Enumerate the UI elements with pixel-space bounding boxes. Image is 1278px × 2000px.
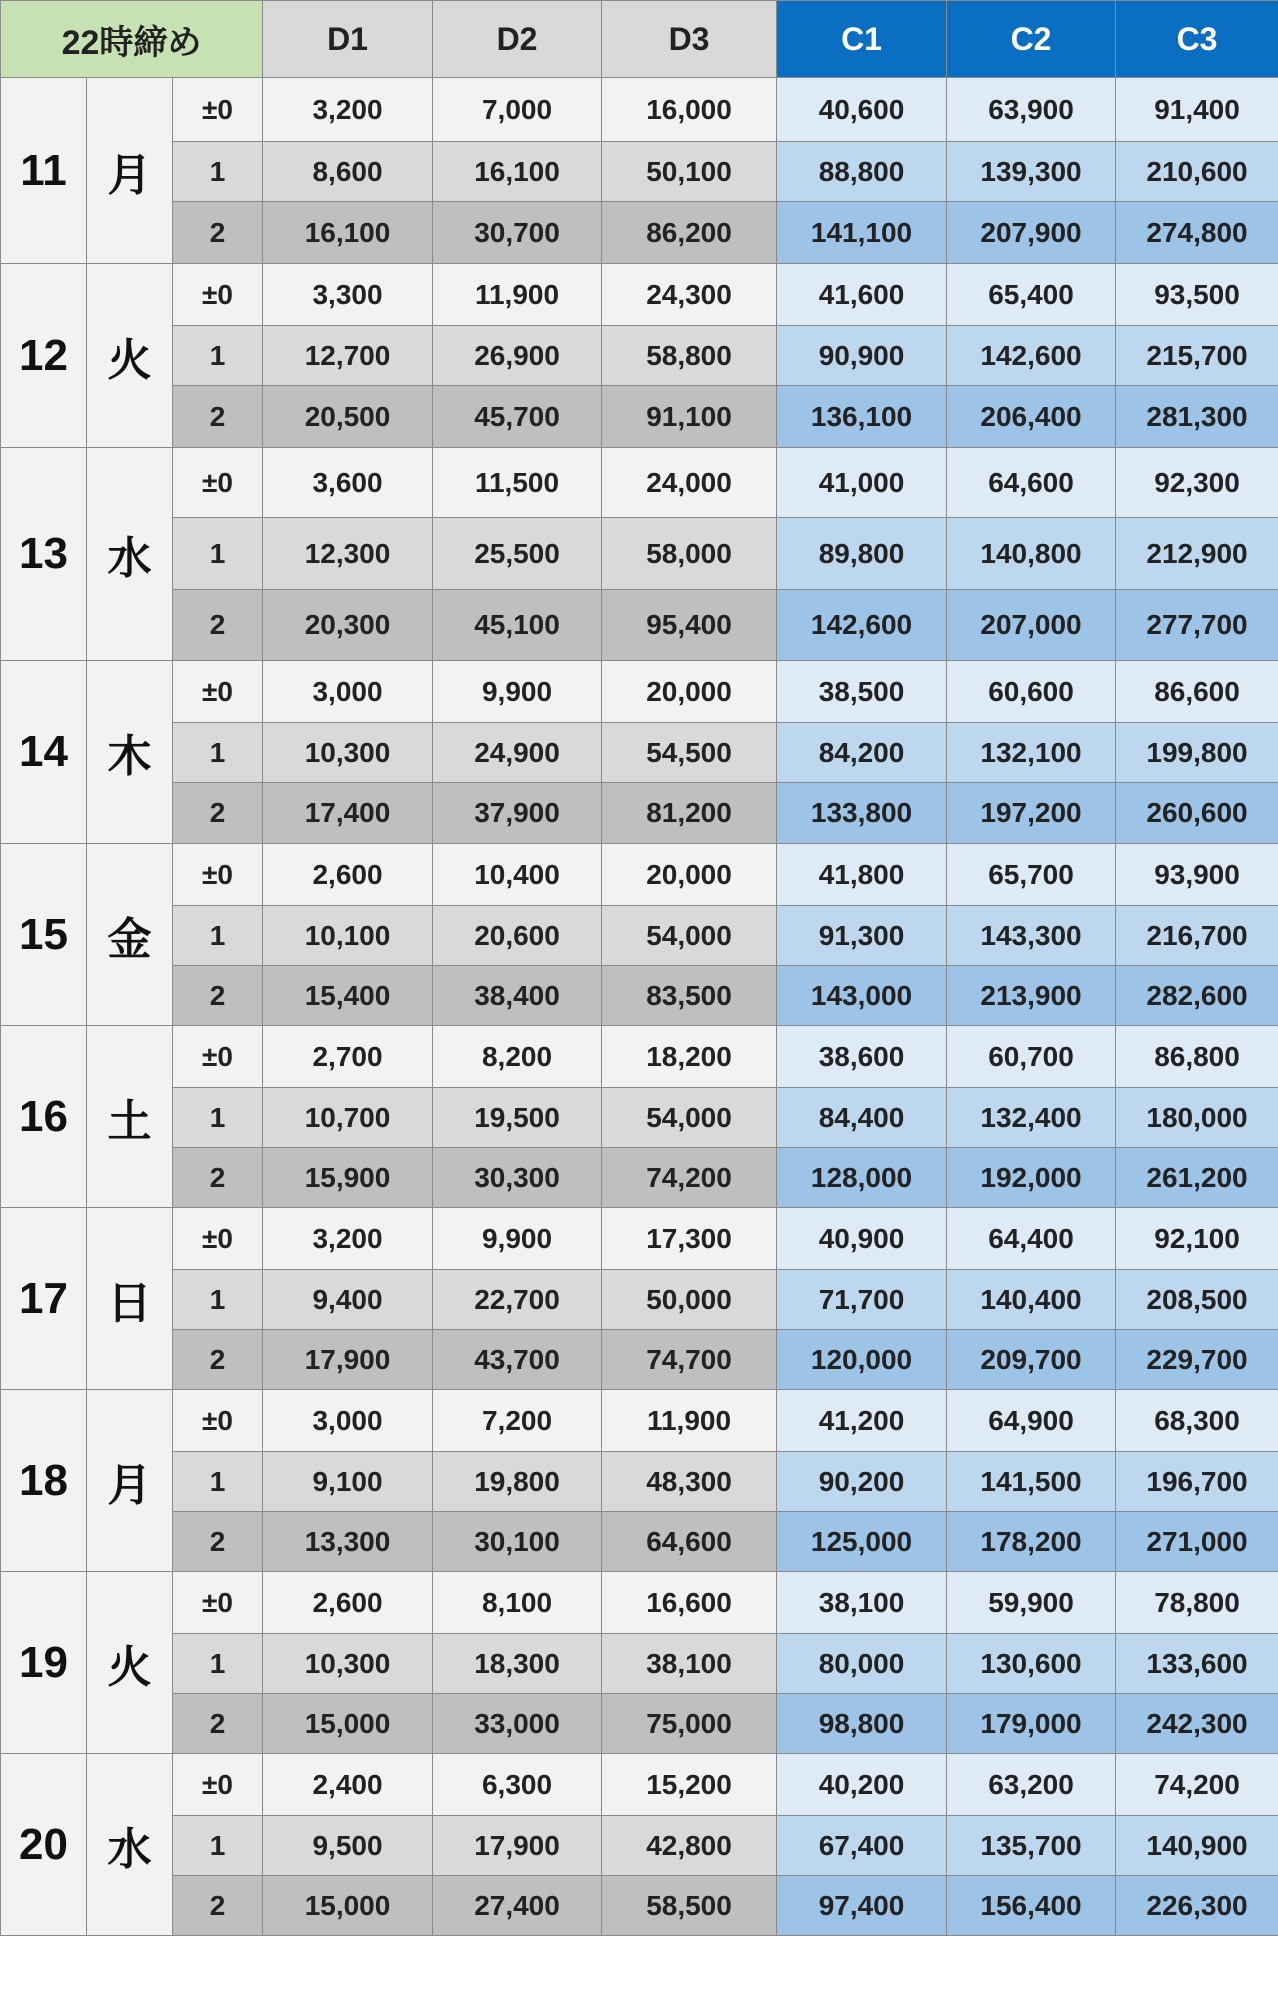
c1-value-cell: 41,200 — [777, 1390, 947, 1452]
c3-value-cell: 212,900 — [1116, 518, 1278, 590]
c1-value-cell: 91,300 — [777, 906, 947, 966]
c3-value-cell: 93,900 — [1116, 844, 1278, 906]
d1-value-cell: 9,100 — [263, 1452, 433, 1512]
d3-value-cell: 17,300 — [602, 1208, 777, 1270]
d3-value-cell: 95,400 — [602, 590, 777, 661]
d2-value-cell: 7,000 — [433, 78, 602, 142]
c1-value-cell: 136,100 — [777, 386, 947, 448]
c2-value-cell: 135,700 — [947, 1816, 1116, 1876]
c2-value-cell: 59,900 — [947, 1572, 1116, 1634]
table-row — [1, 78, 1278, 142]
level-cell: ±0 — [173, 661, 263, 723]
d3-value-cell: 58,500 — [602, 1876, 777, 1936]
d1-value-cell: 17,400 — [263, 783, 433, 844]
c1-value-cell: 128,000 — [777, 1148, 947, 1208]
d1-value-cell: 3,000 — [263, 661, 433, 723]
d1-value-cell: 20,300 — [263, 590, 433, 661]
d2-value-cell: 8,200 — [433, 1026, 602, 1088]
level-cell: 1 — [173, 1270, 263, 1330]
table-row — [1, 590, 1278, 661]
d3-value-cell: 54,000 — [602, 1088, 777, 1148]
c1-value-cell: 38,600 — [777, 1026, 947, 1088]
level-cell: ±0 — [173, 448, 263, 518]
c3-value-cell: 92,100 — [1116, 1208, 1278, 1270]
date-cell: 17 — [1, 1208, 87, 1390]
table-row — [1, 1512, 1278, 1572]
c3-value-cell: 271,000 — [1116, 1512, 1278, 1572]
d2-value-cell: 8,100 — [433, 1572, 602, 1634]
d1-value-cell: 15,900 — [263, 1148, 433, 1208]
c1-value-cell: 38,100 — [777, 1572, 947, 1634]
level-cell: ±0 — [173, 1572, 263, 1634]
level-cell: 1 — [173, 723, 263, 783]
c2-value-cell: 60,700 — [947, 1026, 1116, 1088]
d2-value-cell: 11,900 — [433, 264, 602, 326]
d3-value-cell: 50,000 — [602, 1270, 777, 1330]
d3-value-cell: 24,300 — [602, 264, 777, 326]
c3-value-cell: 68,300 — [1116, 1390, 1278, 1452]
d2-value-cell: 19,500 — [433, 1088, 602, 1148]
c2-value-cell: 206,400 — [947, 386, 1116, 448]
table-row — [1, 326, 1278, 386]
level-cell: 2 — [173, 1694, 263, 1754]
date-cell: 18 — [1, 1390, 87, 1572]
c2-value-cell: 65,700 — [947, 844, 1116, 906]
date-cell: 19 — [1, 1572, 87, 1754]
c1-value-cell: 41,600 — [777, 264, 947, 326]
level-cell: 2 — [173, 590, 263, 661]
c1-value-cell: 84,400 — [777, 1088, 947, 1148]
d2-value-cell: 9,900 — [433, 661, 602, 723]
column-header-c2: C2 — [947, 1, 1116, 78]
c2-value-cell: 132,100 — [947, 723, 1116, 783]
c2-value-cell: 207,900 — [947, 202, 1116, 264]
level-cell: 1 — [173, 906, 263, 966]
d2-value-cell: 7,200 — [433, 1390, 602, 1452]
d3-value-cell: 86,200 — [602, 202, 777, 264]
d1-value-cell: 3,600 — [263, 448, 433, 518]
table-row — [1, 518, 1278, 590]
table-row — [1, 844, 1278, 906]
table-row — [1, 202, 1278, 264]
d1-value-cell: 8,600 — [263, 142, 433, 202]
column-header-d1: D1 — [263, 1, 433, 78]
d1-value-cell: 3,300 — [263, 264, 433, 326]
d3-value-cell: 50,100 — [602, 142, 777, 202]
weekday-cell: 月 — [87, 1390, 173, 1572]
d1-value-cell: 2,400 — [263, 1754, 433, 1816]
table-row — [1, 966, 1278, 1026]
d3-value-cell: 20,000 — [602, 844, 777, 906]
c3-value-cell: 215,700 — [1116, 326, 1278, 386]
d1-value-cell: 10,100 — [263, 906, 433, 966]
d2-value-cell: 24,900 — [433, 723, 602, 783]
table-row — [1, 1390, 1278, 1452]
d2-value-cell: 30,700 — [433, 202, 602, 264]
c1-value-cell: 142,600 — [777, 590, 947, 661]
level-cell: ±0 — [173, 1208, 263, 1270]
c1-value-cell: 141,100 — [777, 202, 947, 264]
d3-value-cell: 11,900 — [602, 1390, 777, 1452]
table-row — [1, 264, 1278, 326]
c1-value-cell: 84,200 — [777, 723, 947, 783]
d2-value-cell: 22,700 — [433, 1270, 602, 1330]
c1-value-cell: 67,400 — [777, 1816, 947, 1876]
c2-value-cell: 209,700 — [947, 1330, 1116, 1390]
d1-value-cell: 10,300 — [263, 723, 433, 783]
d3-value-cell: 91,100 — [602, 386, 777, 448]
c3-value-cell: 216,700 — [1116, 906, 1278, 966]
level-cell: 2 — [173, 386, 263, 448]
c1-value-cell: 97,400 — [777, 1876, 947, 1936]
c3-value-cell: 199,800 — [1116, 723, 1278, 783]
c3-value-cell: 226,300 — [1116, 1876, 1278, 1936]
weekday-cell: 火 — [87, 1572, 173, 1754]
c2-value-cell: 156,400 — [947, 1876, 1116, 1936]
table-row — [1, 1816, 1278, 1876]
c3-value-cell: 281,300 — [1116, 386, 1278, 448]
date-cell: 16 — [1, 1026, 87, 1208]
d1-value-cell: 2,700 — [263, 1026, 433, 1088]
c2-value-cell: 213,900 — [947, 966, 1116, 1026]
c3-value-cell: 260,600 — [1116, 783, 1278, 844]
level-cell: 1 — [173, 326, 263, 386]
c1-value-cell: 41,800 — [777, 844, 947, 906]
table-row — [1, 386, 1278, 448]
level-cell: 2 — [173, 1330, 263, 1390]
d3-value-cell: 54,000 — [602, 906, 777, 966]
weekday-cell: 水 — [87, 1754, 173, 1936]
c2-value-cell: 132,400 — [947, 1088, 1116, 1148]
d1-value-cell: 10,700 — [263, 1088, 433, 1148]
level-cell: ±0 — [173, 1754, 263, 1816]
c2-value-cell: 130,600 — [947, 1634, 1116, 1694]
weekday-cell: 金 — [87, 844, 173, 1026]
c3-value-cell: 74,200 — [1116, 1754, 1278, 1816]
level-cell: 1 — [173, 1634, 263, 1694]
weekday-cell: 日 — [87, 1208, 173, 1390]
column-header-d3: D3 — [602, 1, 777, 78]
c1-value-cell: 120,000 — [777, 1330, 947, 1390]
c2-value-cell: 197,200 — [947, 783, 1116, 844]
d2-value-cell: 45,700 — [433, 386, 602, 448]
table-row — [1, 1148, 1278, 1208]
level-cell: 2 — [173, 966, 263, 1026]
c1-value-cell: 71,700 — [777, 1270, 947, 1330]
c1-value-cell: 88,800 — [777, 142, 947, 202]
c2-value-cell: 63,200 — [947, 1754, 1116, 1816]
level-cell: 1 — [173, 1816, 263, 1876]
d3-value-cell: 64,600 — [602, 1512, 777, 1572]
d2-value-cell: 19,800 — [433, 1452, 602, 1512]
c2-value-cell: 64,400 — [947, 1208, 1116, 1270]
c3-value-cell: 274,800 — [1116, 202, 1278, 264]
c2-value-cell: 63,900 — [947, 78, 1116, 142]
level-cell: 2 — [173, 783, 263, 844]
c1-value-cell: 38,500 — [777, 661, 947, 723]
column-header-d2: D2 — [433, 1, 602, 78]
date-cell: 20 — [1, 1754, 87, 1936]
c2-value-cell: 65,400 — [947, 264, 1116, 326]
weekday-cell: 土 — [87, 1026, 173, 1208]
c3-value-cell: 210,600 — [1116, 142, 1278, 202]
table-row — [1, 906, 1278, 966]
level-cell: 1 — [173, 142, 263, 202]
c3-value-cell: 91,400 — [1116, 78, 1278, 142]
c1-value-cell: 80,000 — [777, 1634, 947, 1694]
d1-value-cell: 12,300 — [263, 518, 433, 590]
weekday-cell: 木 — [87, 661, 173, 844]
d3-value-cell: 38,100 — [602, 1634, 777, 1694]
c1-value-cell: 40,600 — [777, 78, 947, 142]
level-cell: 1 — [173, 518, 263, 590]
d1-value-cell: 3,200 — [263, 78, 433, 142]
d1-value-cell: 13,300 — [263, 1512, 433, 1572]
d2-value-cell: 38,400 — [433, 966, 602, 1026]
d1-value-cell: 3,200 — [263, 1208, 433, 1270]
c1-value-cell: 133,800 — [777, 783, 947, 844]
d3-value-cell: 24,000 — [602, 448, 777, 518]
d1-value-cell: 15,400 — [263, 966, 433, 1026]
c2-value-cell: 140,400 — [947, 1270, 1116, 1330]
d2-value-cell: 45,100 — [433, 590, 602, 661]
level-cell: 2 — [173, 1876, 263, 1936]
c2-value-cell: 60,600 — [947, 661, 1116, 723]
d3-value-cell: 81,200 — [602, 783, 777, 844]
d2-value-cell: 25,500 — [433, 518, 602, 590]
d3-value-cell: 74,200 — [602, 1148, 777, 1208]
date-cell: 13 — [1, 448, 87, 661]
d1-value-cell: 9,500 — [263, 1816, 433, 1876]
c2-value-cell: 143,300 — [947, 906, 1116, 966]
d3-value-cell: 48,300 — [602, 1452, 777, 1512]
c2-value-cell: 179,000 — [947, 1694, 1116, 1754]
d1-value-cell: 17,900 — [263, 1330, 433, 1390]
table-row — [1, 1572, 1278, 1634]
weekday-cell: 水 — [87, 448, 173, 661]
level-cell: ±0 — [173, 264, 263, 326]
date-cell: 14 — [1, 661, 87, 844]
d3-value-cell: 15,200 — [602, 1754, 777, 1816]
c2-value-cell: 207,000 — [947, 590, 1116, 661]
d2-value-cell: 33,000 — [433, 1694, 602, 1754]
table-body — [1, 78, 1278, 1936]
date-cell: 12 — [1, 264, 87, 448]
table-row — [1, 448, 1278, 518]
c1-value-cell: 40,200 — [777, 1754, 947, 1816]
c3-value-cell: 140,900 — [1116, 1816, 1278, 1876]
level-cell: ±0 — [173, 1390, 263, 1452]
d2-value-cell: 30,300 — [433, 1148, 602, 1208]
d1-value-cell: 2,600 — [263, 844, 433, 906]
c1-value-cell: 40,900 — [777, 1208, 947, 1270]
c3-value-cell: 282,600 — [1116, 966, 1278, 1026]
d1-value-cell: 16,100 — [263, 202, 433, 264]
c1-value-cell: 125,000 — [777, 1512, 947, 1572]
table-row — [1, 1088, 1278, 1148]
column-header-c3: C3 — [1116, 1, 1278, 78]
table-row — [1, 1754, 1278, 1816]
d2-value-cell: 17,900 — [433, 1816, 602, 1876]
level-cell: 1 — [173, 1452, 263, 1512]
c3-value-cell: 229,700 — [1116, 1330, 1278, 1390]
d3-value-cell: 18,200 — [602, 1026, 777, 1088]
d2-value-cell: 43,700 — [433, 1330, 602, 1390]
c3-value-cell: 242,300 — [1116, 1694, 1278, 1754]
d1-value-cell: 3,000 — [263, 1390, 433, 1452]
c3-value-cell: 180,000 — [1116, 1088, 1278, 1148]
d1-value-cell: 2,600 — [263, 1572, 433, 1634]
column-header-c1: C1 — [777, 1, 947, 78]
d3-value-cell: 42,800 — [602, 1816, 777, 1876]
d3-value-cell: 54,500 — [602, 723, 777, 783]
c1-value-cell: 143,000 — [777, 966, 947, 1026]
d2-value-cell: 16,100 — [433, 142, 602, 202]
d3-value-cell: 58,000 — [602, 518, 777, 590]
d3-value-cell: 75,000 — [602, 1694, 777, 1754]
c2-value-cell: 192,000 — [947, 1148, 1116, 1208]
d2-value-cell: 10,400 — [433, 844, 602, 906]
table-row — [1, 783, 1278, 844]
c2-value-cell: 140,800 — [947, 518, 1116, 590]
c1-value-cell: 98,800 — [777, 1694, 947, 1754]
c3-value-cell: 277,700 — [1116, 590, 1278, 661]
c1-value-cell: 90,200 — [777, 1452, 947, 1512]
table-row — [1, 1208, 1278, 1270]
d3-value-cell: 16,000 — [602, 78, 777, 142]
d2-value-cell: 6,300 — [433, 1754, 602, 1816]
c2-value-cell: 141,500 — [947, 1452, 1116, 1512]
c3-value-cell: 92,300 — [1116, 448, 1278, 518]
c1-value-cell: 89,800 — [777, 518, 947, 590]
weekday-cell: 月 — [87, 78, 173, 264]
c3-value-cell: 78,800 — [1116, 1572, 1278, 1634]
d3-value-cell: 58,800 — [602, 326, 777, 386]
c3-value-cell: 86,600 — [1116, 661, 1278, 723]
d1-value-cell: 10,300 — [263, 1634, 433, 1694]
table-row — [1, 1452, 1278, 1512]
c2-value-cell: 142,600 — [947, 326, 1116, 386]
c3-value-cell: 261,200 — [1116, 1148, 1278, 1208]
table-row — [1, 1694, 1278, 1754]
d1-value-cell: 9,400 — [263, 1270, 433, 1330]
table-row — [1, 1876, 1278, 1936]
date-cell: 11 — [1, 78, 87, 264]
c3-value-cell: 93,500 — [1116, 264, 1278, 326]
level-cell: ±0 — [173, 1026, 263, 1088]
d1-value-cell: 12,700 — [263, 326, 433, 386]
c3-value-cell: 196,700 — [1116, 1452, 1278, 1512]
table-row — [1, 1270, 1278, 1330]
d2-value-cell: 9,900 — [433, 1208, 602, 1270]
header-row — [1, 1, 1278, 78]
level-cell: 2 — [173, 202, 263, 264]
date-cell: 15 — [1, 844, 87, 1026]
table-row — [1, 142, 1278, 202]
c1-value-cell: 41,000 — [777, 448, 947, 518]
c2-value-cell: 178,200 — [947, 1512, 1116, 1572]
c2-value-cell: 64,900 — [947, 1390, 1116, 1452]
d3-value-cell: 83,500 — [602, 966, 777, 1026]
d2-value-cell: 26,900 — [433, 326, 602, 386]
level-cell: ±0 — [173, 78, 263, 142]
d1-value-cell: 20,500 — [263, 386, 433, 448]
table-row — [1, 1330, 1278, 1390]
d2-value-cell: 37,900 — [433, 783, 602, 844]
level-cell: ±0 — [173, 844, 263, 906]
c1-value-cell: 90,900 — [777, 326, 947, 386]
d2-value-cell: 20,600 — [433, 906, 602, 966]
c3-value-cell: 86,800 — [1116, 1026, 1278, 1088]
d2-value-cell: 11,500 — [433, 448, 602, 518]
d3-value-cell: 16,600 — [602, 1572, 777, 1634]
c3-value-cell: 208,500 — [1116, 1270, 1278, 1330]
d1-value-cell: 15,000 — [263, 1876, 433, 1936]
table-row — [1, 1026, 1278, 1088]
table-row — [1, 1634, 1278, 1694]
weekday-cell: 火 — [87, 264, 173, 448]
c2-value-cell: 64,600 — [947, 448, 1116, 518]
d2-value-cell: 18,300 — [433, 1634, 602, 1694]
d2-value-cell: 30,100 — [433, 1512, 602, 1572]
corner-label: 22時締め — [1, 1, 263, 78]
level-cell: 2 — [173, 1148, 263, 1208]
d1-value-cell: 15,000 — [263, 1694, 433, 1754]
table-row — [1, 723, 1278, 783]
level-cell: 1 — [173, 1088, 263, 1148]
level-cell: 2 — [173, 1512, 263, 1572]
c2-value-cell: 139,300 — [947, 142, 1116, 202]
d3-value-cell: 20,000 — [602, 661, 777, 723]
d2-value-cell: 27,400 — [433, 1876, 602, 1936]
c3-value-cell: 133,600 — [1116, 1634, 1278, 1694]
d3-value-cell: 74,700 — [602, 1330, 777, 1390]
table-row — [1, 661, 1278, 723]
